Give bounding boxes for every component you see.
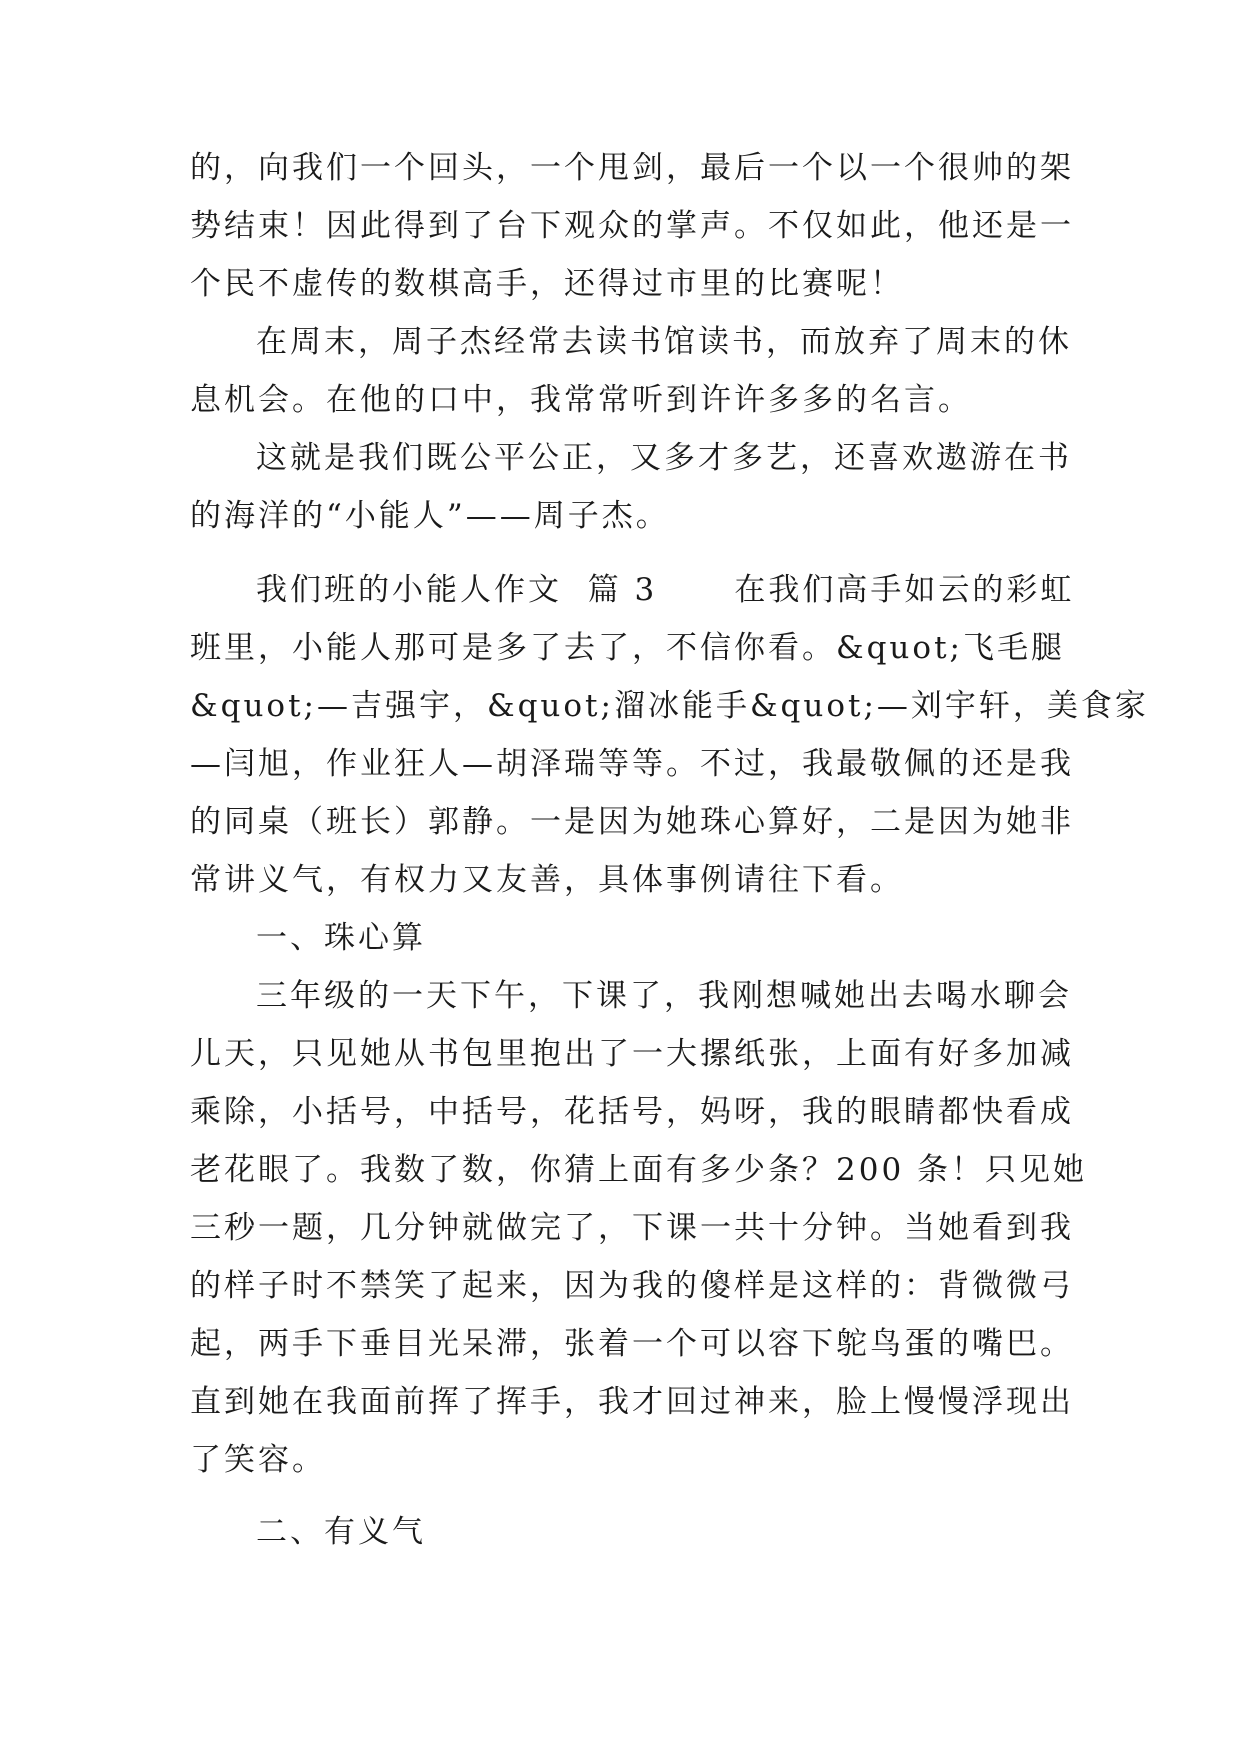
- text-line: 儿天，只见她从书包里抱出了一大摞纸张，上面有好多加减: [190, 1036, 1074, 1072]
- text-line: 常讲义气，有权力又友善，具体事例请往下看。: [190, 862, 904, 898]
- subheading-youyiqi: 二、有义气: [256, 1514, 426, 1550]
- text-line: 的海洋的“小能人”——周子杰。: [190, 498, 670, 534]
- text-line: 息机会。在他的口中，我常常听到许许多多的名言。: [190, 382, 972, 418]
- text-line: 班里，小能人那可是多了去了，不信你看。&quot;飞毛腿: [190, 630, 1065, 666]
- text-line: 老花眼了。我数了数，你猜上面有多少条？200 条！只见她: [190, 1152, 1088, 1188]
- text-line: 的样子时不禁笑了起来，因为我的傻样是这样的：背微微弓: [190, 1268, 1074, 1304]
- text-line: —闫旭，作业狂人—胡泽瑞等等。不过，我最敬佩的还是我: [190, 746, 1074, 782]
- section-heading-line: 我们班的小能人作文 篇 3 在我们高手如云的彩虹: [256, 572, 1075, 608]
- paragraph-start-line: 这就是我们既公平公正，又多才多艺，还喜欢遨游在书: [256, 440, 1072, 476]
- paragraph-start-line: 在周末，周子杰经常去读书馆读书，而放弃了周末的休: [256, 324, 1072, 360]
- text-line: 乘除，小括号，中括号，花括号，妈呀，我的眼睛都快看成: [190, 1094, 1074, 1130]
- text-line: 三秒一题，几分钟就做完了，下课一共十分钟。当她看到我: [190, 1210, 1074, 1246]
- subheading-zhuxinsuan: 一、珠心算: [256, 920, 426, 956]
- text-line: 的同桌（班长）郭静。一是因为她珠心算好，二是因为她非: [190, 804, 1074, 840]
- text-line: 了笑容。: [190, 1442, 326, 1478]
- text-line: &quot;—吉强宇，&quot;溜冰能手&quot;—刘宇轩，美食家: [190, 688, 1149, 724]
- text-line: 个民不虚传的数棋高手，还得过市里的比赛呢！: [190, 266, 904, 302]
- text-line: 直到她在我面前挥了挥手，我才回过神来，脸上慢慢浮现出: [190, 1384, 1074, 1420]
- text-line: 的，向我们一个回头，一个甩剑，最后一个以一个很帅的架: [190, 150, 1074, 186]
- paragraph-start-line: 三年级的一天下午，下课了，我刚想喊她出去喝水聊会: [256, 978, 1072, 1014]
- text-line: 势结束！因此得到了台下观众的掌声。不仅如此，他还是一: [190, 208, 1074, 244]
- text-line: 起，两手下垂目光呆滞，张着一个可以容下鸵鸟蛋的嘴巴。: [190, 1326, 1074, 1362]
